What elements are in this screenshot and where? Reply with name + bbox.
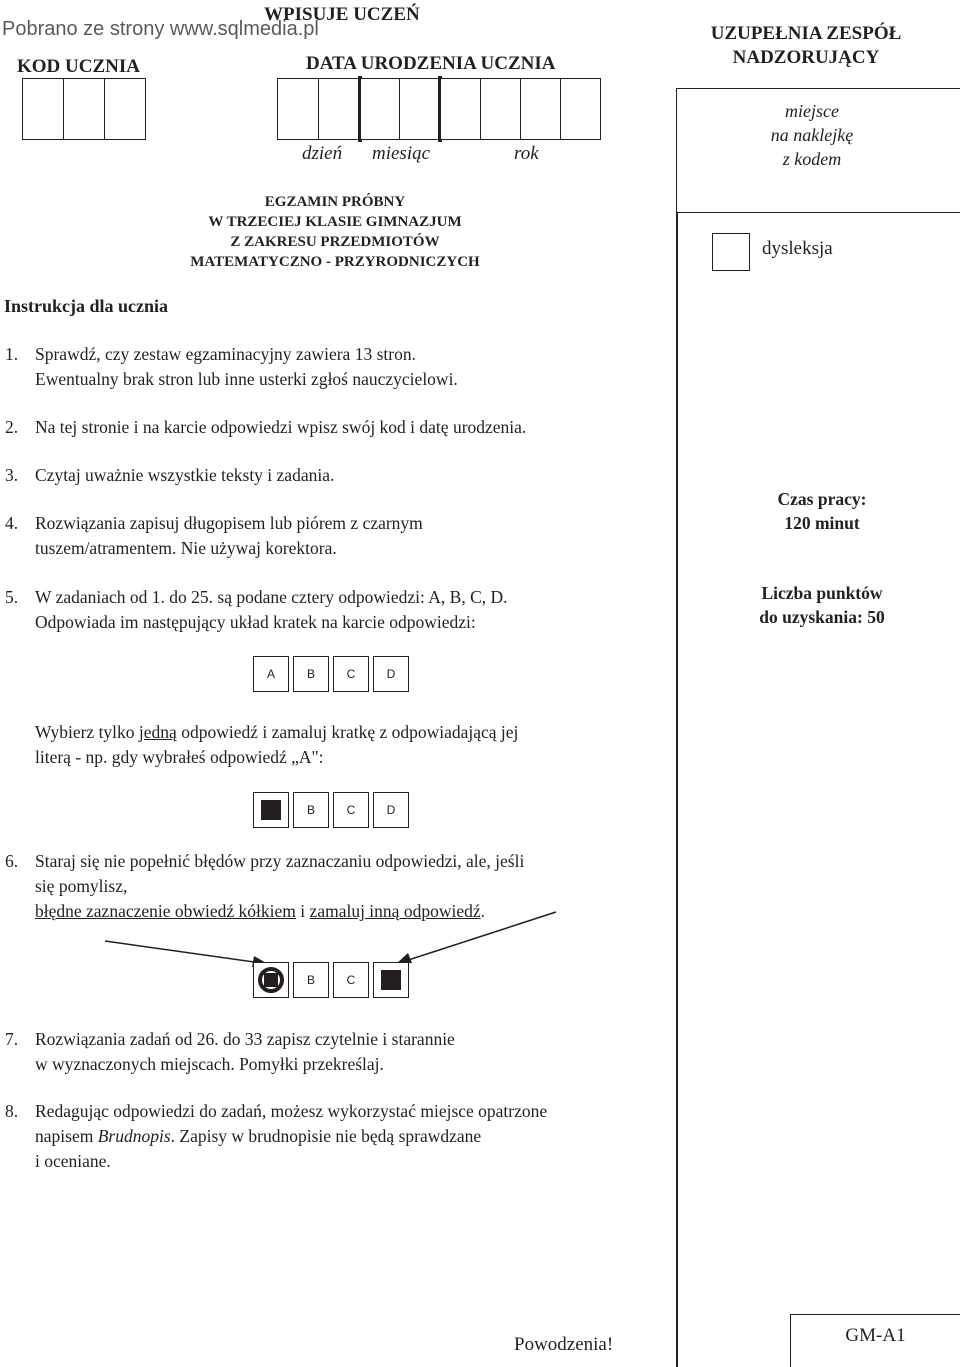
answer-box-c[interactable]: C — [333, 656, 369, 692]
instruction-4-line-2: tuszem/atramentem. Nie używaj korektora. — [35, 538, 337, 558]
exam-code-box — [790, 1314, 960, 1367]
exam-code: GM-A1 — [845, 1325, 906, 1346]
source-watermark: Pobrano ze strony www.sqlmedia.pl — [2, 18, 319, 40]
arrow-to-circled-icon — [105, 941, 268, 964]
dysleksja-label: dysleksja — [762, 238, 833, 259]
wpisuje-header: WPISUJE UCZEŃ — [264, 4, 420, 25]
choose-underlined: jedną — [138, 722, 177, 742]
circle-mistake-text: błędne zaznaczenie obwiedź kółkiem — [35, 901, 296, 921]
instruction-6-number: 6. — [5, 851, 19, 871]
circled-mark-icon — [258, 967, 284, 993]
work-time — [690, 487, 954, 535]
brudnopis-word: Brudnopis — [97, 1126, 171, 1146]
instruction-2-text: Na tej stronie i na karcie odpowiedzi wpisz swój kod i datę urodzenia. — [35, 417, 527, 437]
points-total — [690, 581, 954, 629]
naklejka-line-1: miejsce — [785, 101, 839, 121]
kod-ucznia-label: KOD UCZNIA — [17, 56, 140, 77]
rok-label: rok — [514, 143, 539, 164]
dzien-label: dzień — [302, 143, 343, 164]
exam-title-line-4: MATEMATYCZNO - PRZYRODNICZYCH — [190, 254, 480, 270]
instruction-3-text: Czytaj uważnie wszystkie teksty i zadania. — [35, 465, 335, 485]
instruction-6-end: . — [480, 901, 485, 921]
instruction-3-number: 3. — [5, 465, 19, 485]
instructions-title: Instrukcja dla ucznia — [4, 296, 169, 316]
instruction-1-line-2: Ewentualny brak stron lub inne usterki zgłoś nauczycielowi. — [35, 369, 458, 389]
work-time-value: 120 minut — [784, 513, 860, 533]
instruction-8-line-3: i oceniane. — [35, 1151, 111, 1171]
answer-box-d[interactable]: D — [373, 792, 409, 828]
instruction-8-pre: napisem — [35, 1126, 98, 1146]
instruction-5-line-1: W zadaniach od 1. do 25. są podane cztery odpowiedzi: A, B, C, D. — [35, 587, 508, 607]
answer-box-a-circled[interactable] — [253, 962, 289, 998]
choose-post: odpowiedź i zamaluj kratkę z odpowiadającą jej — [176, 722, 519, 742]
fill-other-text: zamaluj inną odpowiedź — [309, 901, 481, 921]
filled-square-icon — [381, 970, 401, 990]
answer-box-b[interactable]: B — [293, 792, 329, 828]
instruction-6-line-2: się pomylisz, — [35, 876, 128, 896]
instruction-8-line-1: Redagując odpowiedzi do zadań, możesz wykorzystać miejsce opatrzone — [35, 1101, 548, 1121]
choose-pre: Wybierz tylko — [35, 722, 139, 742]
answer-box-b[interactable]: B — [293, 962, 329, 998]
miesiac-label: miesiąc — [372, 143, 431, 164]
instruction-7-line-2: w wyznaczonych miejscach. Pomyłki przekreślaj. — [35, 1054, 384, 1074]
answer-box-a[interactable]: A — [253, 656, 289, 692]
uzupelnia-line-2: NADZORUJĄCY — [732, 47, 880, 68]
arrow-to-new-answer-icon — [396, 912, 556, 964]
answer-box-c[interactable]: C — [333, 962, 369, 998]
instruction-7-line-1: Rozwiązania zadań od 26. do 33 zapisz czytelnie i starannie — [35, 1029, 455, 1049]
exam-title-line-1: EGZAMIN PRÓBNY — [264, 194, 406, 210]
points-label: Liczba punktów — [761, 583, 883, 603]
instruction-1-number: 1. — [5, 344, 19, 364]
instruction-8-number: 8. — [5, 1101, 19, 1121]
answer-box-d-filled[interactable] — [373, 962, 409, 998]
instruction-8-post: . Zapisy w brudnopisie nie będą sprawdzane — [170, 1126, 482, 1146]
naklejka-line-3: z kodem — [782, 149, 842, 169]
answer-grid-example-correction — [253, 962, 415, 1002]
instruction-5-line-2: Odpowiada im następujący układ kratek na karcie odpowiedzi: — [35, 612, 476, 632]
instruction-4-number: 4. — [5, 513, 19, 533]
instruction-6-mid: i — [295, 901, 310, 921]
instruction-7-number: 7. — [5, 1029, 19, 1049]
instruction-5-number: 5. — [5, 587, 19, 607]
exam-title-line-3: Z ZAKRESU PRZEDMIOTÓW — [230, 234, 440, 250]
uzupelnia-line-1: UZUPEŁNIA ZESPÓŁ — [710, 23, 902, 44]
good-luck-text: Powodzenia! — [514, 1334, 614, 1355]
choose-one-line-2: literą - np. gdy wybrałeś odpowiedź „A": — [35, 747, 324, 767]
answer-box-c[interactable]: C — [333, 792, 369, 828]
instruction-4-line-1: Rozwiązania zapisuj długopisem lub piórem z czarnym — [35, 513, 423, 533]
naklejka-line-2: na naklejkę — [770, 125, 854, 145]
instruction-1-line-1: Sprawdź, czy zestaw egzaminacyjny zawiera 13 stron. — [35, 344, 416, 364]
work-time-label: Czas pracy: — [777, 489, 867, 509]
data-urodzenia-label: DATA URODZENIA UCZNIA — [306, 53, 556, 74]
answer-box-d[interactable]: D — [373, 656, 409, 692]
instruction-2-number: 2. — [5, 417, 19, 437]
answer-box-b[interactable]: B — [293, 656, 329, 692]
instruction-6-line-1: Staraj się nie popełnić błędów przy zaznaczaniu odpowiedzi, ale, jeśli — [35, 851, 525, 871]
points-value: do uzyskania: 50 — [759, 607, 885, 627]
exam-title-line-2: W TRZECIEJ KLASIE GIMNAZJUM — [208, 214, 462, 230]
